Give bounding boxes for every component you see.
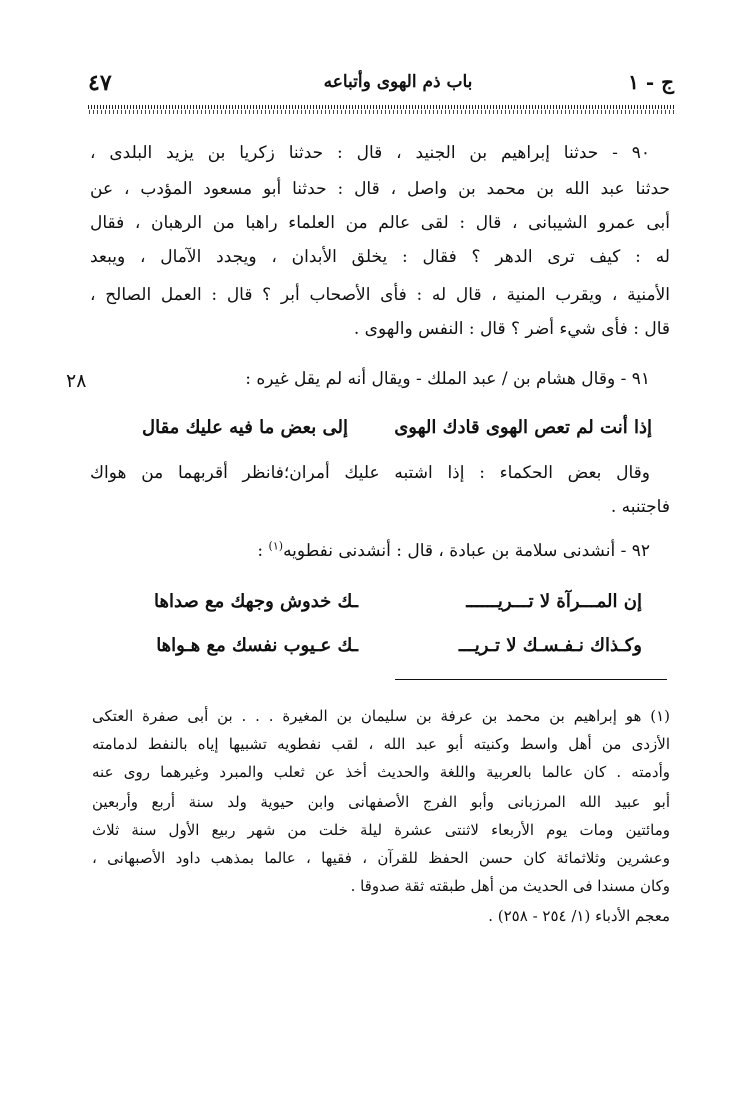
paragraph-90-line-1: ٩٠ - حدثنا إبراهيم بن الجنيد ، قال : حدثنا زكريا بن يزيد البلدى ، <box>90 143 650 163</box>
wise-saying-line-2: فاجتنبه . <box>610 497 670 517</box>
footnote-reference: (١) <box>268 539 284 553</box>
footnote-separator <box>395 679 667 680</box>
paragraph-91: ٩١ - وقال هشام بن / عبد الملك - ويقال أنه لم يقل غيره : <box>245 369 650 389</box>
paragraph-92 <box>90 538 670 564</box>
verse-2-second-hemistich: ـك خدوش وجهك مع صداها <box>154 591 358 612</box>
header-ornament-rule <box>88 104 676 114</box>
footnote-line-1: (١) هو إبراهيم بن محمد بن عرفة بن سليمان بن المغيرة . . . بن أبى صفرة العتكى <box>92 707 670 725</box>
paragraph-90-line-4: له : كيف ترى الدهر ؟ فقال : يخلق الأبدان ، ويجدد الآمال ، ويبعد <box>90 247 670 267</box>
footnote-line-5: ومائتين ومات يوم الأربعاء لاثنتى عشرة ليلة خلت من شهر ربيع الأول سنة ثلاث <box>92 821 670 839</box>
paragraph-90-line-3: أبى عمرو الشيبانى ، قال : لقى عالم من العلماء راهبا من الرهبان ، فقال <box>90 213 670 233</box>
footnote-source: معجم الأدباء (١/ ٢٥٤ - ٢٥٨) . <box>488 907 670 925</box>
paragraph-92-text: ٩٢ - أنشدنى سلامة بن عبادة ، قال : أنشدنى نفطويه <box>283 541 650 561</box>
verse-3-second-hemistich: ـك عـيوب نفسك مع هـواها <box>156 635 358 656</box>
chapter-title: باب ذم الهوى وأتباعه <box>323 72 473 92</box>
paragraph-90-line-2: حدثنا عبد الله بن محمد بن واصل ، قال : حدثنا أبو مسعود المؤدب ، عن <box>90 179 670 199</box>
paragraph-90-line-5: الأمنية ، ويقرب المنية ، قال له : فأى الأصحاب أبر ؟ قال : العمل الصالح ، <box>90 285 670 305</box>
volume-label: ج - ١ <box>628 70 674 94</box>
verse-3-first-hemistich: وكـذاك نـفـسـك لا تـريـــ <box>458 635 642 656</box>
page-number: ٤٧ <box>88 70 112 96</box>
footnote-line-6: وعشرين وثلاثمائة كان حسن الحفظ للقرآن ، فقيها ، عالما بمذهب داود الأصبهانى ، <box>92 849 670 867</box>
verse-1-second-hemistich: إلى بعض ما فيه عليك مقال <box>142 417 348 438</box>
paragraph-92-tail: : <box>257 541 269 561</box>
verse-1-first-hemistich: إذا أنت لم تعص الهوى قادك الهوى <box>394 417 652 438</box>
footnote-line-4: أبو عبيد الله المرزبانى وأبو الفرج الأصفهانى وابن حيوية ولد سنة أربع وأربعين <box>92 793 670 811</box>
footnote-line-7: وكان مسندا فى الحديث من أهل طبقته ثقة صدوقا . <box>350 877 670 895</box>
paragraph-90-line-6: قال : فأى شيء أضر ؟ قال : النفس والهوى . <box>353 319 670 339</box>
verse-2-first-hemistich: إن المـــرآة لا تـــريــــــ <box>466 591 642 612</box>
margin-page-marker: ٢٨ <box>66 370 87 392</box>
footnote-line-3: وأدمته . كان عالما بالعربية واللغة والحديث أخذ عن ثعلب والمبرد وغيرهما روى عنه <box>92 763 670 781</box>
running-header <box>88 64 676 98</box>
footnote-line-2: الأزدى من أهل واسط وكنيته أبو عبد الله ، لقب نفطويه تشبيها إياه بالنفط لدمامته <box>92 735 670 753</box>
wise-saying-line-1: وقال بعض الحكماء : إذا اشتبه عليك أمران؛فانظر أقربهما من هواك <box>90 463 650 483</box>
